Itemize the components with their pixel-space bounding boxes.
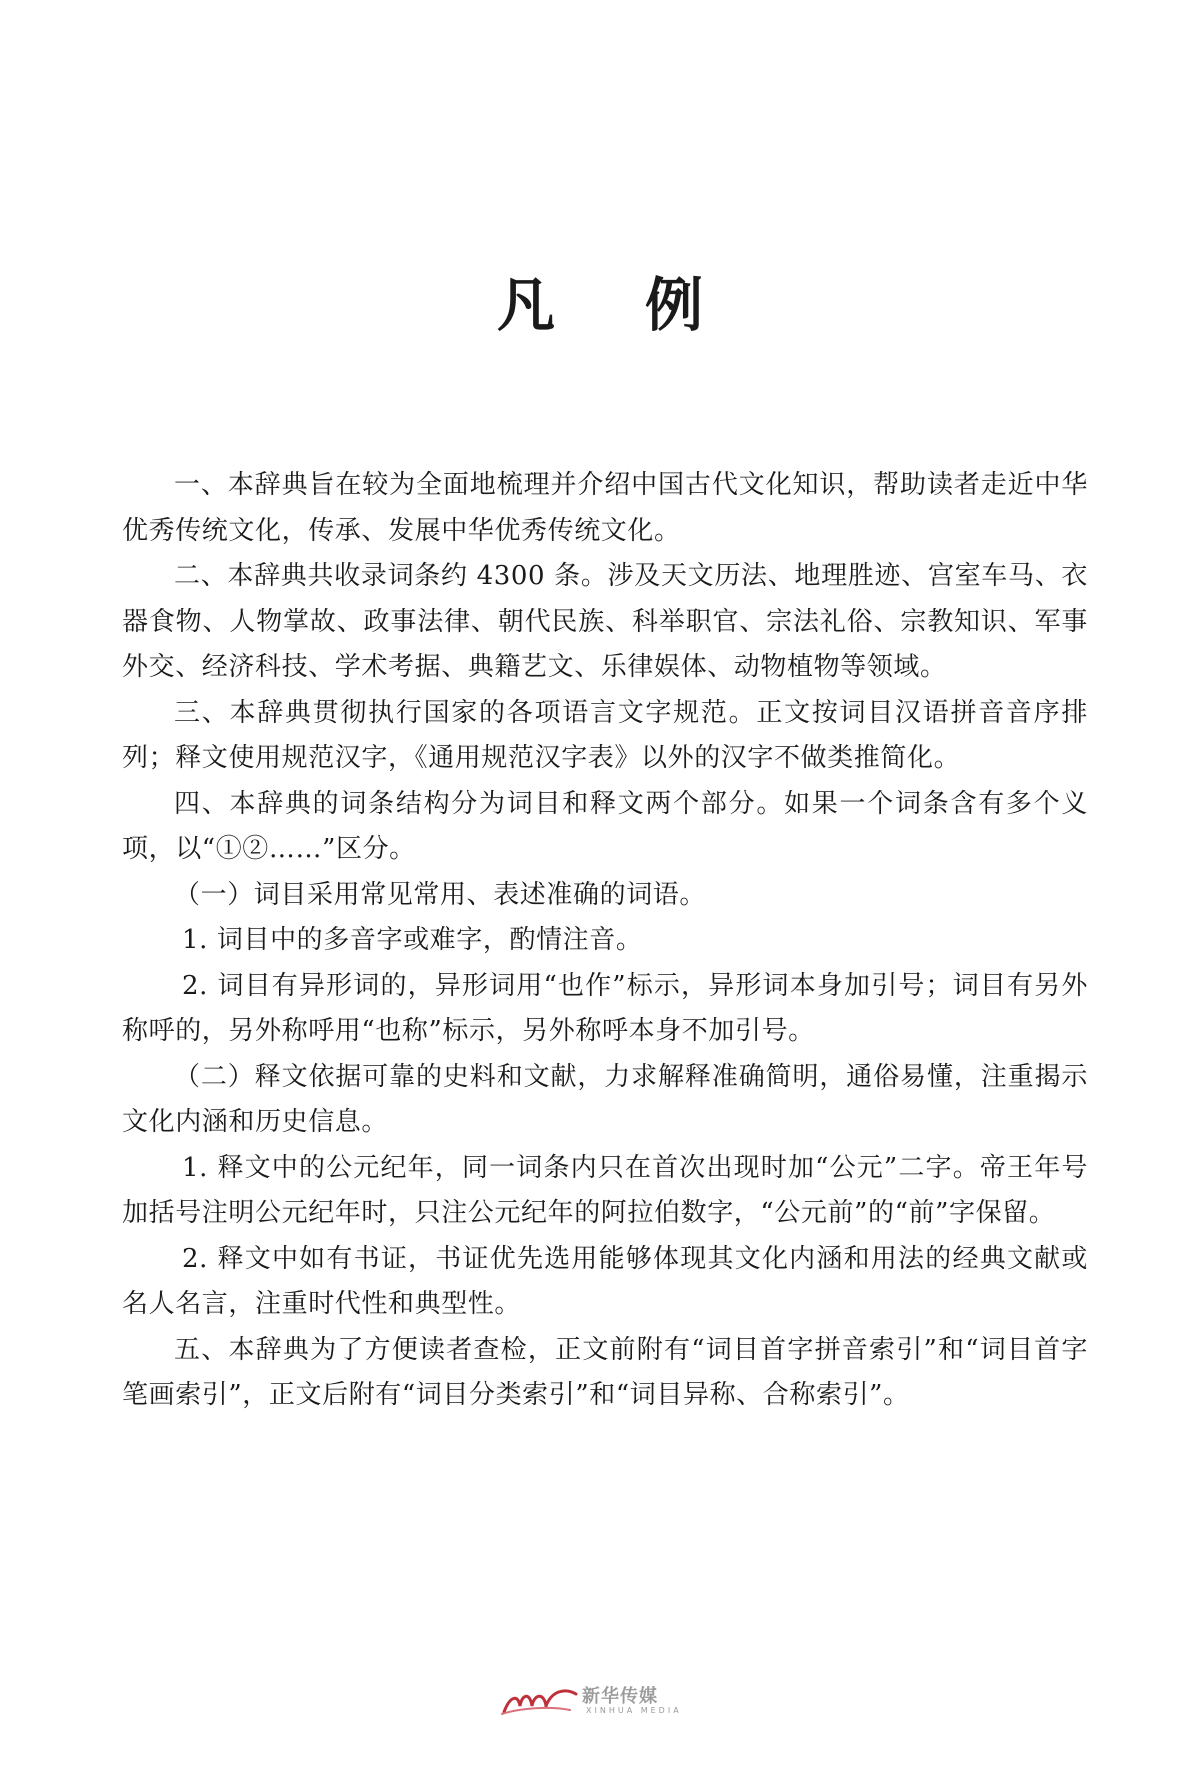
paragraph-5: 五、本辞典为了方便读者查检，正文前附有“词目首字拼音索引”和“词目首字笔画索引”，正文后附有“词目分类索引”和“词目异称、合称索引”。	[122, 1334, 1088, 1410]
subsection-1-item-1: 1. 词目中的多音字或难字，酌情注音。	[182, 925, 643, 955]
subsection-2-item-2: 2. 释文中如有书证，书证优先选用能够体现其文化内涵和用法的经典文献或名人名言，注重时代性和典型性。	[122, 1243, 1088, 1319]
paragraph-2: 二、本辞典共收录词条约 4300 条。涉及天文历法、地理胜迹、宫室车马、衣器食物、人物掌故、政事法律、朝代民族、科举职官、宗法礼俗、宗教知识、军事外交、经济科技、学术考据、典籍艺文、乐律娱体、动物植物等领域。	[122, 561, 1088, 682]
subsection-2: （二）释文依据可靠的史料和文献，力求解释准确简明，通俗易懂，注重揭示文化内涵和历史信息。	[122, 1061, 1088, 1137]
xinhua-media-logo-icon	[500, 1684, 580, 1718]
title-char-2: 例	[645, 271, 704, 339]
title-char-1: 凡	[496, 271, 555, 339]
page-title	[0, 270, 1200, 340]
paragraph-4: 四、本辞典的词条结构分为词目和释文两个部分。如果一个词条含有多个义项，以“①②……”区分。	[122, 788, 1088, 864]
publisher-watermark	[500, 1682, 682, 1722]
subsection-1: （一）词目采用常见常用、表述准确的词语。	[174, 879, 707, 910]
subsection-2-item-1: 1. 释文中的公元纪年，同一词条内只在首次出现时加“公元”二字。帝王年号加括号注明公元纪年时，只注公元纪年的阿拉伯数字，“公元前”的“前”字保留。	[122, 1152, 1088, 1228]
paragraph-3: 三、本辞典贯彻执行国家的各项语言文字规范。正文按词目汉语拼音音序排列；释文使用规范汉字，《通用规范汉字表》以外的汉字不做类推简化。	[122, 697, 1088, 773]
watermark-name: 新华传媒	[582, 1686, 658, 1707]
paragraph-1: 一、本辞典旨在较为全面地梳理并介绍中国古代文化知识，帮助读者走近中华优秀传统文化，传承、发展中华优秀传统文化。	[122, 470, 1088, 546]
conventions-body	[122, 463, 1088, 1419]
subsection-1-item-2: 2. 词目有异形词的，异形词用“也作”标示，异形词本身加引号；词目有另外称呼的，另外称呼用“也称”标示，另外称呼本身不加引号。	[122, 970, 1088, 1046]
watermark-subtitle: XINHUA MEDIA	[586, 1706, 682, 1715]
